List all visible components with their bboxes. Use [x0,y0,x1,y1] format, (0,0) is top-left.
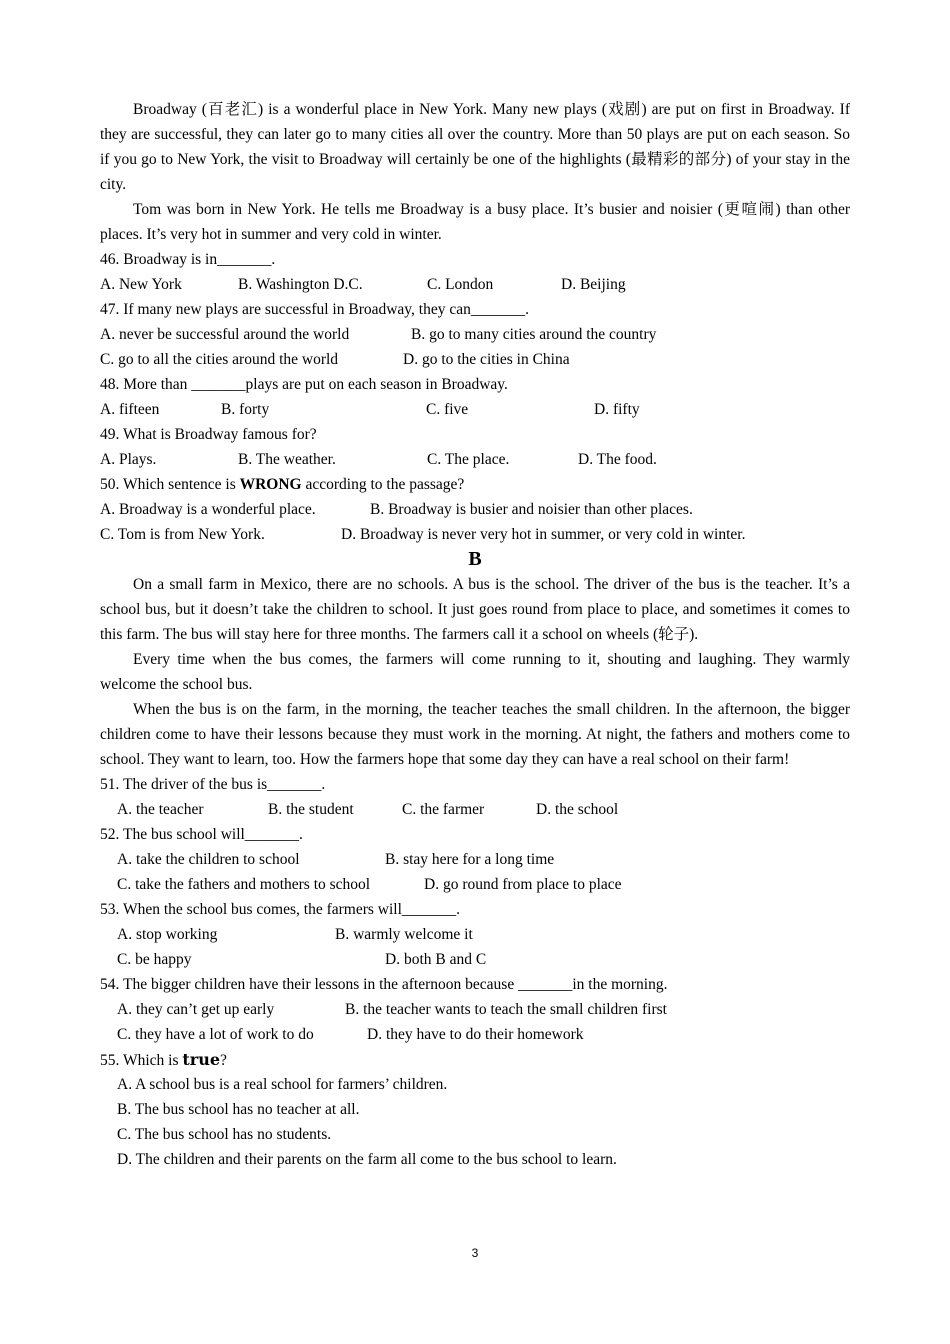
option-47-a: A. never be successful around the world [100,326,350,343]
question-54-options-cd [100,1022,850,1047]
question-55-stem-end: ? [220,1052,227,1069]
passage-a-paragraph-1: Broadway (百老汇) is a wonderful place in New York. Many new plays (戏剧) are put on first in Broadway. If they are successful, they can later go to many cities all over the country. More than 50 plays are put on each season. So if you go to New York, the visit to Broadway will certainly be one of the highlights (最精彩的部分) of your stay in the city. [100,101,850,193]
question-55-stem [100,1047,850,1072]
option-50-c: C. Tom is from New York. [100,526,265,543]
question-52-options-cd [100,872,850,897]
option-50-a: A. Broadway is a wonderful place. [100,501,316,518]
option-46-c: C. London [427,276,494,293]
option-50-d: D. Broadway is never very hot in summer, or very cold in winter. [341,526,746,543]
option-48-b: B. forty [221,401,270,418]
option-52-d: D. go round from place to place [424,876,622,893]
option-53-c: C. be happy [117,951,192,968]
question-50-options-cd [100,522,850,547]
option-55-a: A. A school bus is a real school for farmers’ children. [117,1076,448,1093]
question-50-options-ab [100,497,850,522]
option-55-d: D. The children and their parents on the farm all come to the bus school to learn. [117,1151,617,1168]
question-48-options [100,397,850,422]
option-47-b: B. go to many cities around the country [411,326,657,343]
question-46-options [100,272,850,297]
question-50-stem-end: according to the passage? [301,476,465,493]
option-52-a: A. take the children to school [117,851,300,868]
option-50-b: B. Broadway is busier and noisier than other places. [370,501,693,518]
passage-b-paragraph-1: On a small farm in Mexico, there are no schools. A bus is the school. The driver of the bus is the teacher. It’s a school bus, but it doesn’t take the children to school. It just goes round from place to place, and sometimes it comes to this farm. The bus will stay here for three months. The farmers call it a school on wheels (轮子). [100,576,850,643]
passage-a-paragraph-2: Tom was born in New York. He tells me Broadway is a busy place. It’s busier and noisier (更喧闹) than other places. It’s very hot in summer and very cold in winter. [100,201,850,243]
question-49-options [100,447,850,472]
question-47-stem: 47. If many new plays are successful in Broadway, they can_______. [100,301,529,318]
option-55-c: C. The bus school has no students. [117,1126,332,1143]
option-49-c: C. The place. [427,451,510,468]
question-53-options-cd [100,947,850,972]
option-47-d: D. go to the cities in China [403,351,570,368]
option-48-c: C. five [426,401,469,418]
passage-b-paragraph-3: When the bus is on the farm, in the morning, the teacher teaches the small children. In the afternoon, the bigger children come to have their lessons because they must work in the morning. At night, the fathers and mothers come to school. They want to learn, too. How the farmers hope that some day they can have a real school on their farm! [100,701,850,768]
question-49-stem: 49. What is Broadway famous for? [100,426,317,443]
worksheet-page [100,97,850,1172]
option-48-a: A. fifteen [100,401,160,418]
option-51-d: D. the school [536,801,619,818]
passage-b-label: B [468,548,482,570]
question-54-options-ab [100,997,850,1022]
question-52-options-ab [100,847,850,872]
option-47-c: C. go to all the cities around the world [100,351,339,368]
option-49-d: D. The food. [578,451,657,468]
option-53-b: B. warmly welcome it [335,926,473,943]
question-53-stem: 53. When the school bus comes, the farmers will_______. [100,901,461,918]
option-54-b: B. the teacher wants to teach the small children first [345,1001,667,1018]
question-48-stem: 48. More than _______plays are put on each season in Broadway. [100,376,508,393]
question-54-stem: 54. The bigger children have their lessons in the afternoon because _______in the morning. [100,976,668,993]
option-46-a: A. New York [100,276,182,293]
option-46-b: B. Washington D.C. [238,276,363,293]
question-46-stem: 46. Broadway is in_______. [100,251,276,268]
option-49-b: B. The weather. [238,451,336,468]
question-53-options-ab [100,922,850,947]
question-55-keyword: true [182,1050,221,1069]
option-52-b: B. stay here for a long time [385,851,555,868]
option-53-a: A. stop working [117,926,218,943]
option-48-d: D. fifty [594,401,640,418]
page-number: 3 [471,1246,479,1260]
option-51-a: A. the teacher [117,801,204,818]
question-50-keyword: WRONG [239,476,302,493]
option-55-b: B. The bus school has no teacher at all. [117,1101,360,1118]
option-51-c: C. the farmer [402,801,485,818]
option-54-c: C. they have a lot of work to do [117,1026,314,1043]
question-47-options-cd [100,347,850,372]
passage-b-paragraph-2: Every time when the bus comes, the farmers will come running to it, shouting and laughing. They warmly welcome the school bus. [100,651,850,693]
option-54-a: A. they can’t get up early [117,1001,275,1018]
question-55-stem-start: 55. Which is [100,1052,183,1069]
question-52-stem: 52. The bus school will_______. [100,826,303,843]
option-53-d: D. both B and C [385,951,487,968]
option-49-a: A. Plays. [100,451,157,468]
option-51-b: B. the student [268,801,354,818]
question-50-stem-start: 50. Which sentence is [100,476,240,493]
question-51-stem: 51. The driver of the bus is_______. [100,776,326,793]
question-47-options-ab [100,322,850,347]
question-50-stem [100,472,850,497]
option-46-d: D. Beijing [561,276,626,293]
option-52-c: C. take the fathers and mothers to school [117,876,371,893]
option-54-d: D. they have to do their homework [367,1026,584,1043]
question-51-options [100,797,850,822]
